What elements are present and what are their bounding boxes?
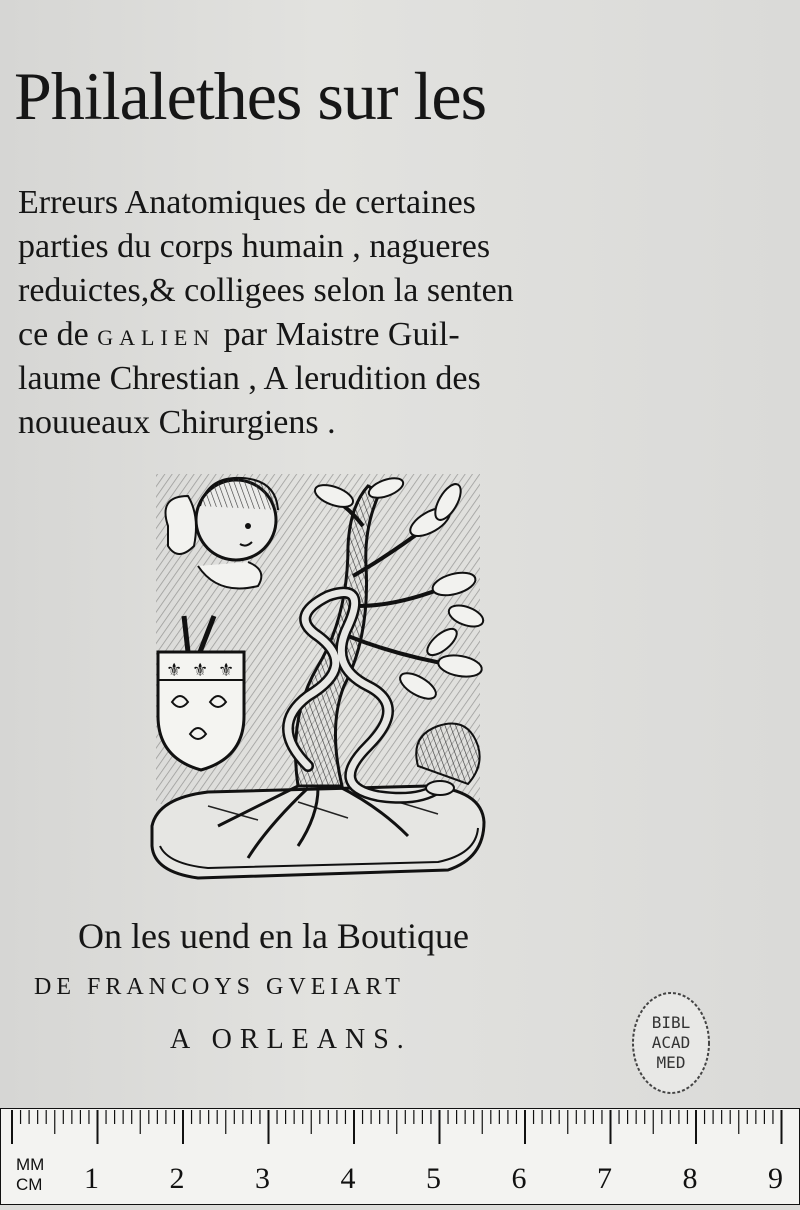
measuring-ruler (0, 1108, 800, 1205)
ruler-unit-mm: MM (16, 1155, 45, 1174)
library-stamp (630, 990, 712, 1096)
title-text-line-3: reduictes,& colligees selon la senten (18, 272, 514, 309)
ruler-number: 8 (682, 1162, 698, 1195)
ruler-number: 2 (169, 1162, 185, 1195)
title-text-line-5: laume Chrestian , A lerudition des (18, 360, 481, 397)
title-text-line-4-end: par Maistre Guil- (223, 316, 460, 353)
svg-text:⚜: ⚜ (166, 660, 183, 681)
woodcut-tree-serpent-cherub-arms-icon (148, 466, 488, 894)
title-text-line-1: Erreurs Anatomiques de certaines (18, 184, 476, 221)
svg-text:⚜: ⚜ (218, 660, 235, 681)
ruler-number: 7 (597, 1162, 612, 1195)
imprint-line-1: On les uend en la Boutique (78, 916, 469, 956)
stamp-line-2: ACAD (651, 1033, 691, 1052)
svg-text:⚜: ⚜ (192, 660, 209, 681)
title-text-line-2: parties du corps humain , nagueres (18, 228, 491, 265)
ruler-unit-cm: CM (16, 1175, 43, 1194)
ruler-number: 5 (426, 1162, 441, 1195)
woodcut-illustration (148, 466, 488, 894)
title-text-line-6: nouueaux Chirurgiens . (18, 404, 336, 441)
imprint-printer-name: DE FRANCOYS GVEIART (34, 974, 405, 1000)
ruler-number: 6 (511, 1162, 527, 1195)
ruler-number: 1 (84, 1162, 99, 1195)
stamp-line-1: BIBL (651, 1013, 691, 1032)
title-text-line-4 (18, 318, 618, 352)
imprint-place: A ORLEANS. (170, 1024, 412, 1055)
ruler-number: 4 (340, 1162, 356, 1195)
ruler-number: 3 (255, 1162, 270, 1195)
stamp-line-3: MED (656, 1053, 686, 1072)
page-title: Philalethes sur les (14, 58, 487, 134)
title-text-line-4-start: ce de (18, 316, 89, 353)
author-small-caps: GALIEN (97, 325, 216, 350)
ruler-number: 9 (768, 1162, 783, 1195)
